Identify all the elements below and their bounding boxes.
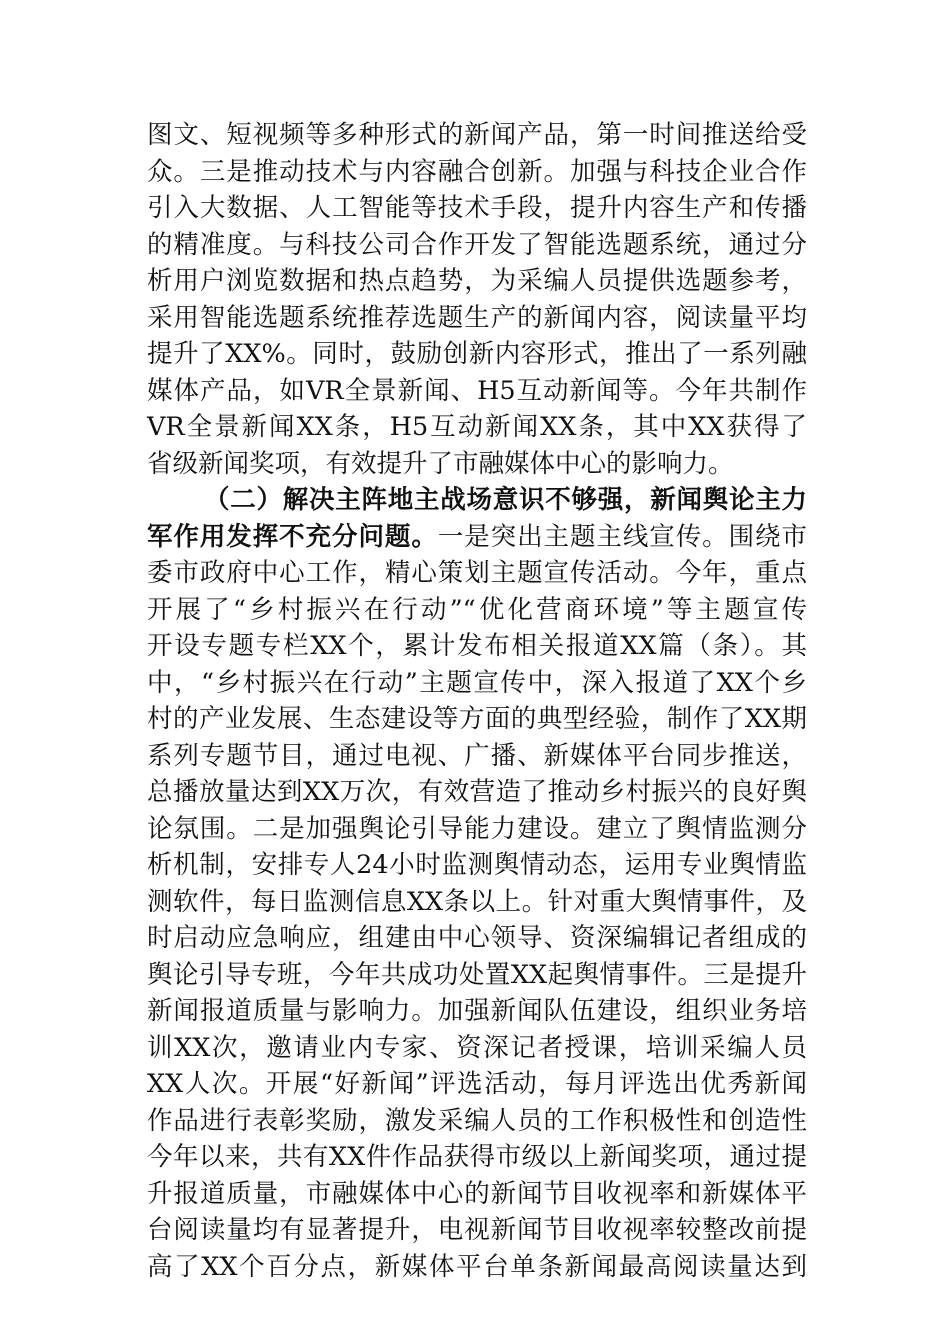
text-line: 采用智能选题系统推荐选题生产的新闻内容，阅读量平均 [147,302,807,333]
text-line: 提升了XX%。同时，鼓励创新内容形式，推出了一系列融 [147,339,807,369]
text-line: 委市政府中心工作，精心策划主题宣传活动。今年，重点 [147,558,807,588]
text-line: 训XX次，邀请业内专家、资深记者授课，培训采编人员 [147,1032,807,1063]
text-run: 一是突出主题主线宣传。围绕市 [437,521,807,552]
text-line: 台阅读量均有显著提升，电视新闻节目收视率较整改前提 [147,1215,807,1245]
section-heading: （二）解决主阵地主战场意识不够强，新闻舆论主力 [204,485,807,515]
text-line: 图文、短视频等多种形式的新闻产品，第一时间推送给受 [147,120,807,150]
text-line: 时启动应急响应，组建由中心领导、资深编辑记者组成的 [147,923,807,953]
text-line: VR全景新闻XX条，H5互动新闻XX条，其中XX获得了 [147,412,807,442]
text-line: 总播放量达到XX万次，有效营造了推动乡村振兴的良好舆 [147,777,807,807]
text-line: 中，“乡村振兴在行动”主题宣传中，深入报道了XX个乡 [147,667,807,698]
text-line: 测软件，每日监测信息XX条以上。针对重大舆情事件，及 [147,886,807,917]
text-line: 析用户浏览数据和热点趋势，为采编人员提供选题参考， [147,266,807,296]
text-line: 系列专题节目，通过电视、广播、新媒体平台同步推送， [147,740,807,771]
body-text [147,117,807,1285]
section-heading-end: 军作用发挥不充分问题。 [147,521,438,552]
text-line: 引入大数据、人工智能等技术手段，提升内容生产和传播 [147,193,807,223]
text-line: 析机制，安排专人24小时监测舆情动态，运用专业舆情监 [147,850,807,880]
text-line: XX人次。开展“好新闻”评选活动，每月评选出优秀新闻 [147,1069,807,1099]
text-line: 作品进行表彰奖励，激发采编人员的工作积极性和创造性 [147,1105,807,1136]
text-line: 舆论引导专班，今年共成功处置XX起舆情事件。三是提升 [147,959,807,990]
text-line: 升报道质量，市融媒体中心的新闻节目收视率和新媒体平 [147,1178,807,1209]
text-line: 众。三是推动技术与内容融合创新。加强与科技企业合作 [147,156,807,187]
text-line: 开设专题专栏XX个，累计发布相关报道XX篇（条）。其 [147,631,807,661]
text-line: 村的产业发展、生态建设等方面的典型经验，制作了XX期 [147,704,807,734]
text-line: 新闻报道质量与影响力。加强新闻队伍建设，组织业务培 [147,996,807,1026]
text-line: 媒体产品，如VR全景新闻、H5互动新闻等。今年共制作 [147,375,807,406]
text-line: 论氛围。二是加强舆论引导能力建设。建立了舆情监测分 [147,813,807,844]
text-line: 高了XX个百分点，新媒体平台单条新闻最高阅读量达到 [147,1251,807,1282]
text-line: 开展了“乡村振兴在行动”“优化营商环境”等主题宣传 [147,594,807,625]
text-line: 的精准度。与科技公司合作开发了智能选题系统，通过分 [147,229,807,260]
text-line: 今年以来，共有XX件作品获得市级以上新闻奖项，通过提 [147,1142,807,1172]
text-line [147,519,807,556]
text-line: 省级新闻奖项，有效提升了市融媒体中心的影响力。 [147,448,734,479]
